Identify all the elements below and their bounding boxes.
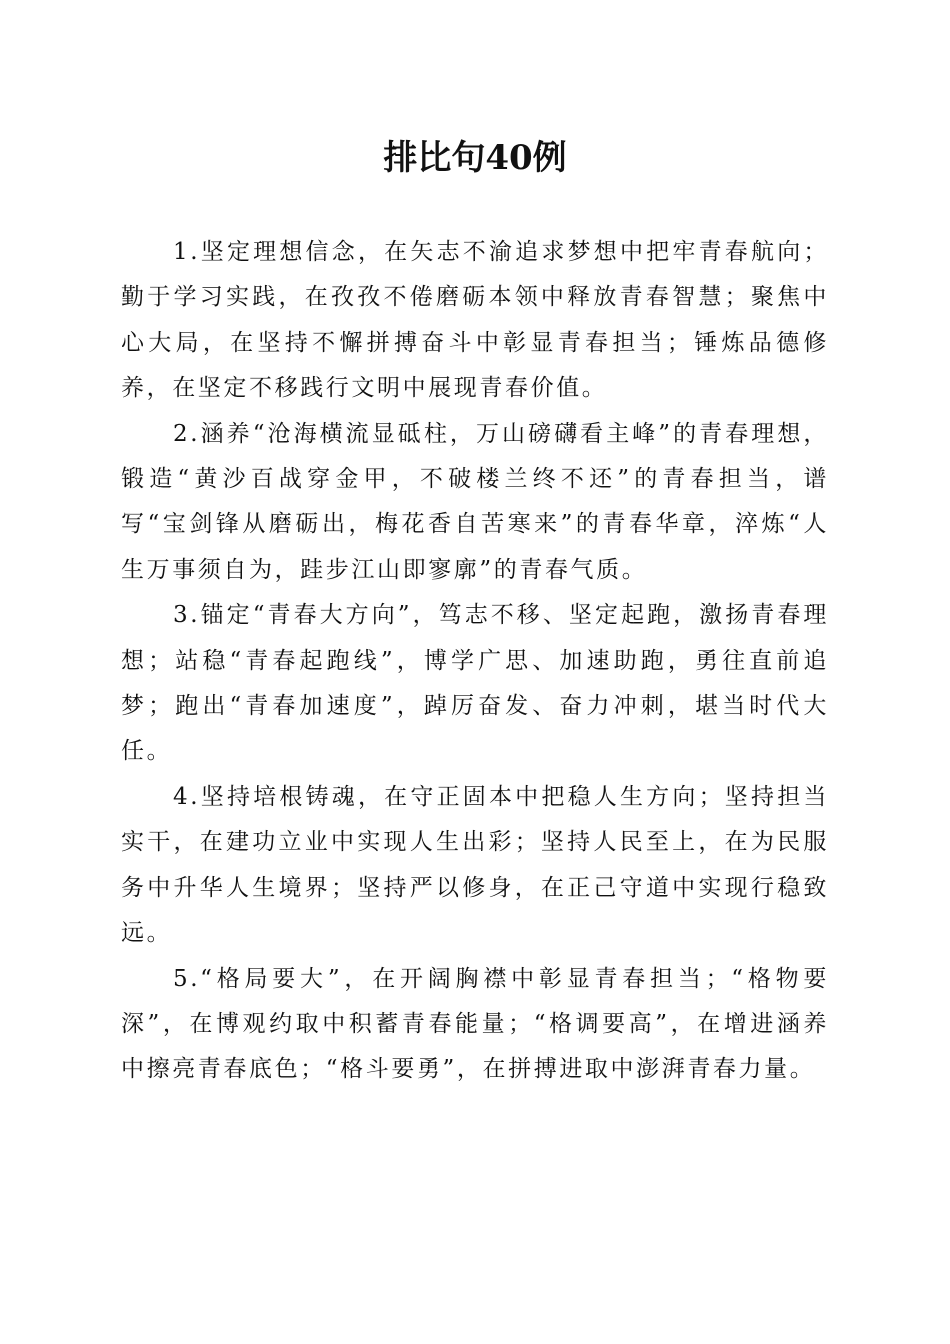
paragraph-5: 5.“格局要大”，在开阔胸襟中彰显青春担当；“格物要深”，在博观约取中积蓄青春能量；“格调要高”，在增进涵养中擦亮青春底色；“格斗要勇”，在拼搏进取中澎湃青春力量。 xyxy=(121,965,829,1083)
document-title: 排比句40例 xyxy=(383,138,567,178)
paragraph-2: 2.涵养“沧海横流显砥柱，万山磅礴看主峰”的青春理想，锻造“黄沙百战穿金甲，不破楼兰终不还”的青春担当，谱写“宝剑锋从磨砺出，梅花香自苦寒来”的青春华章，淬炼“人生万事须自为，跬步江山即寥廓”的青春气质。 xyxy=(121,420,829,583)
paragraph-3: 3.锚定“青春大方向”，笃志不移、坚定起跑，激扬青春理想；站稳“青春起跑线”，博学广思、加速助跑，勇往直前追梦；跑出“青春加速度”，踔厉奋发、奋力冲刺，堪当时代大任。 xyxy=(121,602,829,765)
paragraph-4: 4.坚持培根铸魂，在守正固本中把稳人生方向；坚持担当实干，在建功立业中实现人生出彩；坚持人民至上，在为民服务中升华人生境界；坚持严以修身，在正己守道中实现行稳致远。 xyxy=(121,783,829,947)
paragraph-1: 1.坚定理想信念，在矢志不渝追求梦想中把牢青春航向；勤于学习实践，在孜孜不倦磨砺本领中释放青春智慧；聚焦中心大局，在坚持不懈拼搏奋斗中彰显青春担当；锤炼品德修养，在坚定不移践行文明中展现青春价值。 xyxy=(121,239,829,402)
document-body xyxy=(121,230,829,1093)
